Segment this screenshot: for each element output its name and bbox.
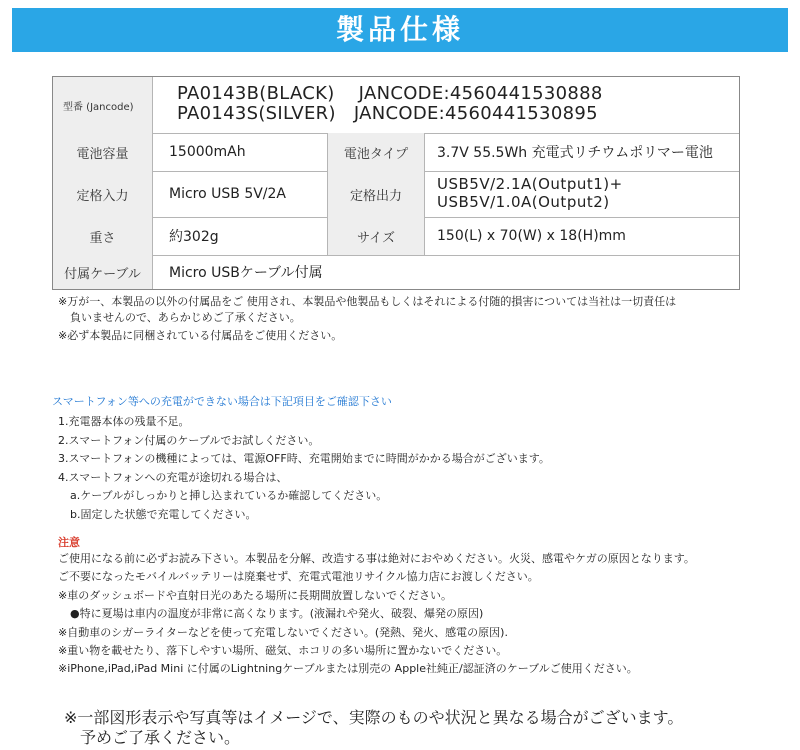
list-item: 1.充電器本体の残量不足。	[58, 415, 190, 428]
caution-line: ●特に夏場は車内の温度が非常に高くなります。(液漏れや発火、破裂、爆発の原因)	[70, 607, 484, 621]
spec-value: Micro USB 5V/2A	[169, 186, 287, 202]
output-line-1: USB5V/2.1A(Output1)+	[437, 175, 623, 193]
spec-label: 定格入力	[53, 171, 153, 217]
spec-label-model: 型番 (Jancode)	[53, 77, 153, 133]
troubleshoot-list	[58, 413, 550, 524]
caution-line: ※重い物を載せたり、落下しやすい場所、磁気、ホコリの多い場所に置かないでください。	[58, 644, 508, 658]
spec-label: 重さ	[53, 217, 153, 255]
output-line-2: USB5V/1.0A(Output2)	[437, 193, 610, 211]
model-line-silver: PA0143S(SILVER) JANCODE:4560441530895	[177, 103, 598, 124]
spec-label: 付属ケーブル	[53, 255, 153, 289]
footer-line: 予めご了承ください。	[80, 728, 241, 747]
troubleshoot-heading: スマートフォン等への充電ができない場合は下記項目をご確認下さい	[52, 395, 392, 408]
page-title: 製品仕様	[335, 13, 464, 46]
spec-value-model	[153, 77, 739, 133]
spec-value: 約302g	[169, 229, 219, 245]
list-item: a.ケーブルがしっかりと挿し込まれているか確認してください。	[70, 489, 388, 502]
list-item: b.固定した状態で充電してください。	[70, 507, 257, 521]
caution-list	[58, 550, 695, 679]
list-item: 4.スマートフォンへの充電が途切れる場合は、	[58, 470, 288, 484]
spec-value-output	[425, 171, 739, 217]
spec-value: 15000mAh	[169, 144, 246, 160]
caution-heading: 注意	[58, 536, 80, 549]
model-line-black: PA0143B(BLACK) JANCODE:4560441530888	[177, 83, 603, 104]
caution-line: ※車のダッシュボードや直射日光のあたる場所に長期間放置しないでください。	[58, 588, 452, 602]
footer-line: ※一部図形表示や写真等はイメージで、実際のものや状況と異なる場合がございます。	[64, 708, 684, 727]
footer-disclaimer	[64, 708, 683, 748]
spec-row-size	[53, 217, 739, 256]
spec-label: サイズ	[327, 217, 425, 255]
page-title-banner	[12, 8, 788, 52]
note-line: 負いませんので、あらかじめご了承ください。	[70, 311, 301, 324]
caution-line: ご使用になる前に必ずお読み下さい。本製品を分解、改造する事は絶対におやめください。火災、感電やケガの原因となります。	[58, 552, 695, 565]
spec-row-battery	[53, 133, 739, 172]
spec-label: 電池容量	[53, 133, 153, 171]
note-line: ※必ず本製品に同梱されている付属品をご使用ください。	[58, 329, 343, 342]
spec-value: 150(L) x 70(W) x 18(H)mm	[437, 228, 626, 244]
caution-line: ※自動車のシガーライターなどを使って充電しないでください。(発熱、発火、感電の原因).	[58, 625, 508, 639]
spec-value: Micro USBケーブル付属	[169, 265, 323, 281]
caution-line: ご不要になったモバイルバッテリーは廃棄せず、充電式電池リサイクル協力店にお渡しください。	[58, 570, 539, 584]
spec-row-rating	[53, 171, 739, 218]
spec-table	[52, 76, 740, 290]
note-line: ※万が一、本製品の以外の付属品をご 使用され、本製品や他製品もしくはそれによる付随的損害については当社は一切責任は	[58, 295, 677, 308]
list-item: 3.スマートフォンの機種によっては、電源OFF時、充電開始までに時間がかかる場合がございます。	[58, 452, 550, 465]
list-item: 2.スマートフォン付属のケーブルでお試しください。	[58, 433, 320, 447]
spec-value: 3.7V 55.5Wh 充電式リチウムポリマー電池	[437, 145, 713, 161]
spec-label: 定格出力	[327, 171, 425, 217]
caution-line: ※iPhone,iPad,iPad Mini に付属のLightningケーブルまたは別売の Apple社純正/認証済のケーブルご使用ください。	[58, 662, 638, 676]
spec-row-accessory	[53, 255, 739, 289]
spec-label: 電池タイプ	[327, 133, 425, 171]
spec-row-model	[53, 77, 739, 134]
